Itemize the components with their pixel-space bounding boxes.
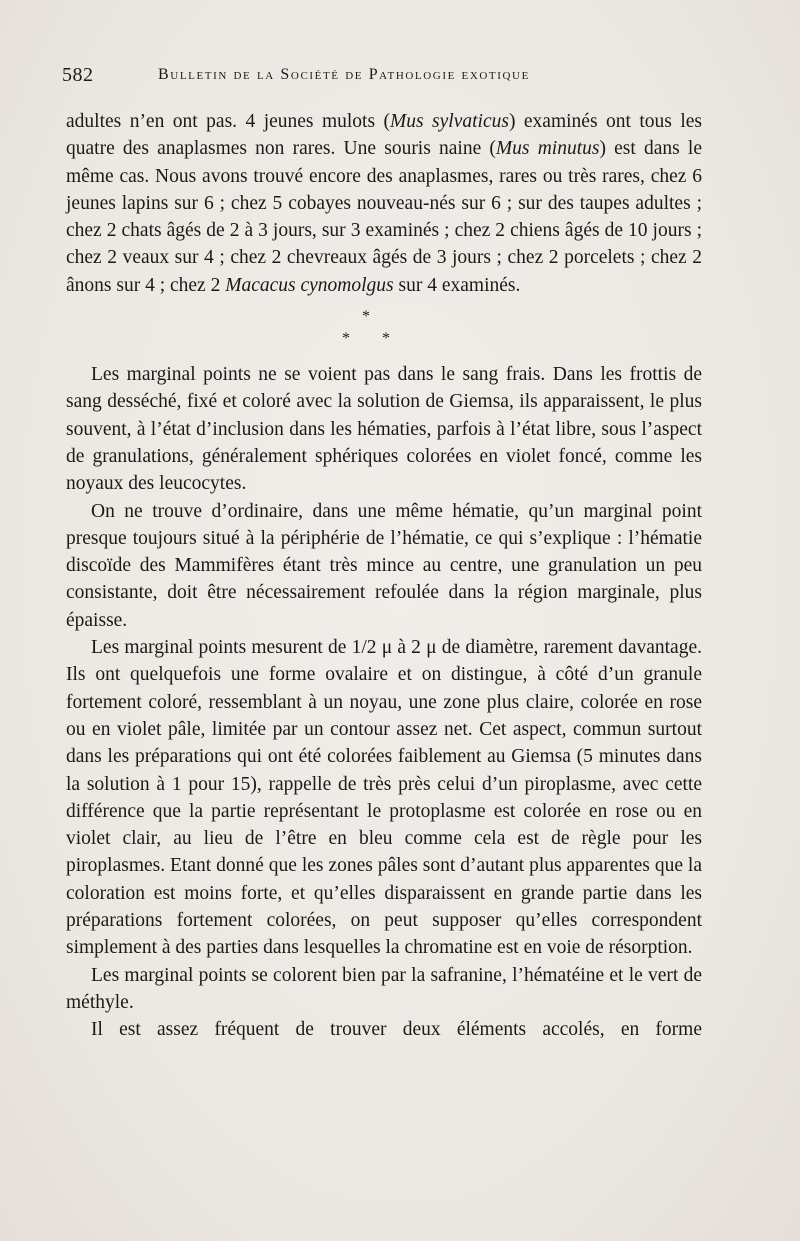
paragraph-frottis: Les marginal points ne se voient pas dans le sang frais. Dans les frottis de sang desséché, fixé et coloré avec la solution de Giemsa, ils apparaissent, le plus souvent, à l’état d’inclusion dans les hématies, parfois à l’état libre, sous l’aspect de granulations, généralement sphériques colorées en violet foncé, comme les noyaux des leucocytes.	[66, 364, 702, 495]
text-run: ) examinés ont tous les quatre des anaplasmes non rares. Une souris naine (	[66, 111, 702, 160]
asterisk-icon: *	[382, 330, 390, 348]
page-number: 582	[62, 64, 94, 86]
body-text	[66, 108, 702, 1044]
paragraph-dimensions: Les marginal points mesurent de 1/2 μ à 2 μ de diamètre, rarement davantage. Ils ont quelquefois une forme ovalaire et on distingue, à côté d’un granule fortement coloré, ressemblant à un noyau, une zone plus claire, colorée en rose ou en violet pâle, limitée par un contour assez net. Cet aspect, commun surtout dans les préparations qui ont été colorées faiblement au Giemsa (5 minutes dans la solution à 1 pour 15), rappelle de très près celui d’un piroplasme, avec cette différence que la partie représentant le protoplasme est colorée en rose ou en violet clair, au lieu de l’être en bleu comme cela est de règle pour les piroplasmes. Etant donné que les zones pâles sont d’autant plus apparentes que la coloration est moins forte, et qu’elles disparaissent en grande partie dans les préparations fortement colorées, on peut supposer qu’elles correspondent simplement à des parties dans lesquelles la chromatine est en voie de résorption.	[66, 637, 702, 959]
species-name: Mus sylvaticus	[390, 111, 509, 132]
paragraph-hematie: On ne trouve d’ordinaire, dans une même hématie, qu’un marginal point presque toujours situé à la périphérie de l’hématie, ce qui s’explique : l’hématie discoïde des Mammifères étant très mince au centre, une granulation un peu consistante, doit être nécessairement refoulée dans la région marginale, plus épaisse.	[66, 500, 702, 631]
running-title: Bulletin de la Société de Pathologie exotique	[158, 66, 530, 83]
page-header	[62, 64, 712, 90]
text-run: ) est dans le même cas. Nous avons trouvé encore des anaplasmes, rares ou très rares, chez 6 jeunes lapins sur 6 ; chez 5 cobayes nouveau-nés sur 6 ; sur des taupes adultes ; chez 2 chats âgés de 2 à 3 jours, sur 3 examinés ; chez 2 chiens âgés de 10 jours ; chez 2 veaux sur 4 ; chez 2 chevreaux âgés de 3 jours ; chez 2 porcelets ; chez 2 ânons sur 4 ; chez 2	[66, 138, 702, 296]
species-name: Mus minutus	[495, 138, 600, 160]
paragraph-elements-accoles: Il est assez fréquent de trouver deux éléments accolés, en forme	[91, 1019, 702, 1041]
asterisk-icon: *	[362, 308, 370, 326]
paragraph-anaplasmes	[66, 108, 702, 299]
species-name: Macacus cynomolgus	[225, 274, 394, 296]
asterisk-icon: *	[342, 330, 350, 348]
paragraph-coloration: Les marginal points se colorent bien par la safranine, l’hématéine et le vert de méthyle.	[66, 964, 702, 1013]
text-run: sur 4 examinés.	[393, 274, 521, 296]
text-run: adultes n’en ont pas. 4 jeunes mulots (	[66, 111, 391, 132]
section-divider-asterism	[66, 301, 702, 357]
